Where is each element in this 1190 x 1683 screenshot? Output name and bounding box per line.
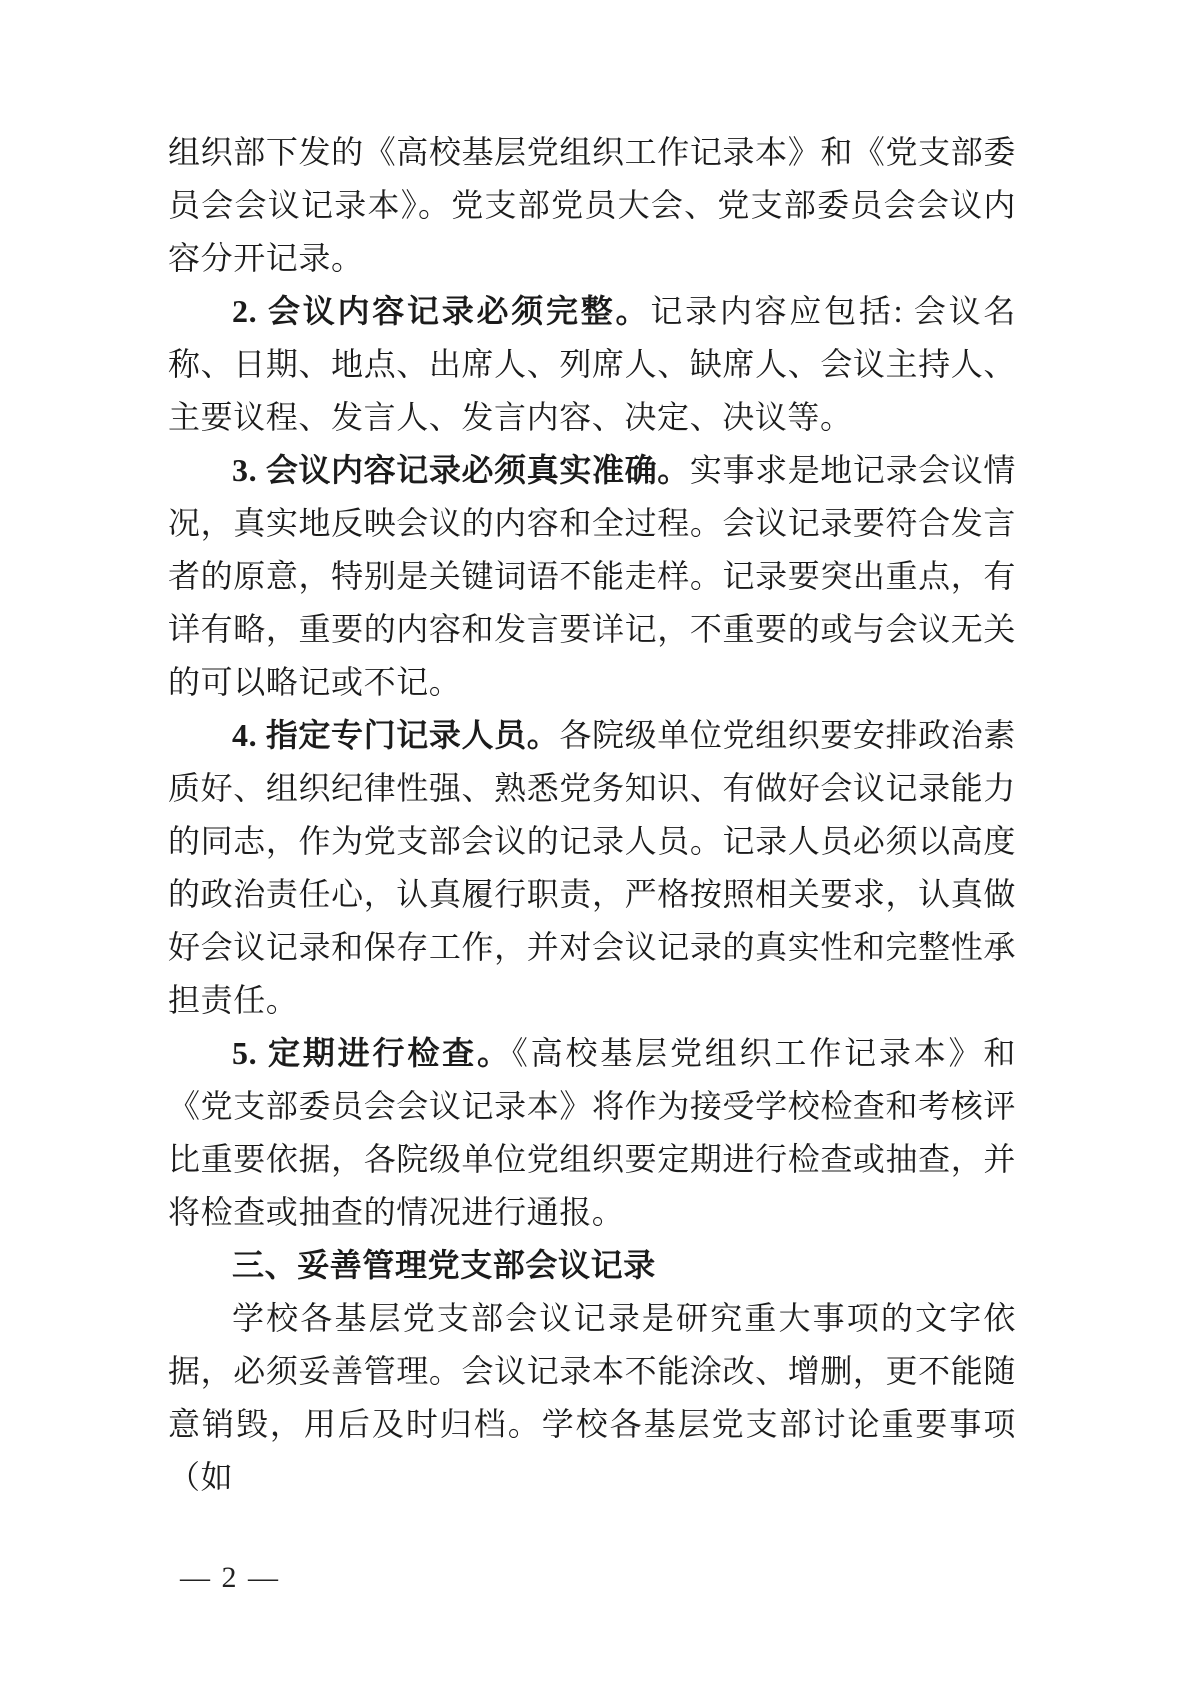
list-item-3-lead: 3. 会议内容记录必须真实准确。: [232, 452, 690, 488]
list-item-4-body: 各院级单位党组织要安排政治素质好、组织纪律性强、熟悉党务知识、有做好会议记录能力的同志，作为党支部会议的记录人员。记录人员必须以高度的政治责任心，认真履行职责，严格按照相关要求，认真做好会议记录和保存工作，并对会议记录的真实性和完整性承担责任。: [168, 717, 1016, 1018]
list-item-2: [168, 285, 1016, 444]
section-heading-3-text: 三、妥善管理党支部会议记录: [232, 1247, 656, 1283]
list-item-2-lead: 2. 会议内容记录必须完整。: [232, 293, 651, 329]
list-item-5: [168, 1027, 1016, 1239]
paragraph-continuation: [168, 126, 1016, 285]
page-number: — 2 —: [180, 1561, 280, 1594]
list-item-2-body: 记录内容应包括: 会议名称、日期、地点、出席人、列席人、缺席人、会议主持人、主要议程、发言人、发言内容、决定、决议等。: [168, 293, 1016, 435]
list-item-3-body: 实事求是地记录会议情况，真实地反映会议的内容和全过程。会议记录要符合发言者的原意，特别是关键词语不能走样。记录要突出重点，有详有略，重要的内容和发言要详记，不重要的或与会议无关的可以略记或不记。: [168, 452, 1016, 700]
list-item-5-body: 《高校基层党组织工作记录本》和《党支部委员会会议记录本》将作为接受学校检查和考核评比重要依据，各院级单位党组织要定期进行检查或抽查，并将检查或抽查的情况进行通报。: [168, 1035, 1016, 1230]
paragraph-section3-intro: [168, 1292, 1016, 1504]
paragraph-text: 组织部下发的《高校基层党组织工作记录本》和《党支部委员会会议记录本》。党支部党员大会、党支部委员会会议内容分开记录。: [168, 134, 1016, 276]
list-item-3: [168, 444, 1016, 709]
list-item-5-lead: 5. 定期进行检查。: [232, 1035, 512, 1071]
list-item-4: [168, 709, 1016, 1027]
page-footer: [180, 1558, 280, 1598]
document-body: [168, 126, 1016, 1504]
paragraph-text: 学校各基层党支部会议记录是研究重大事项的文字依据，必须妥善管理。会议记录本不能涂改、增删，更不能随意销毁，用后及时归档。学校各基层党支部讨论重要事项（如: [168, 1300, 1016, 1495]
list-item-4-lead: 4. 指定专门记录人员。: [232, 717, 560, 753]
section-heading-3: [168, 1239, 1016, 1292]
